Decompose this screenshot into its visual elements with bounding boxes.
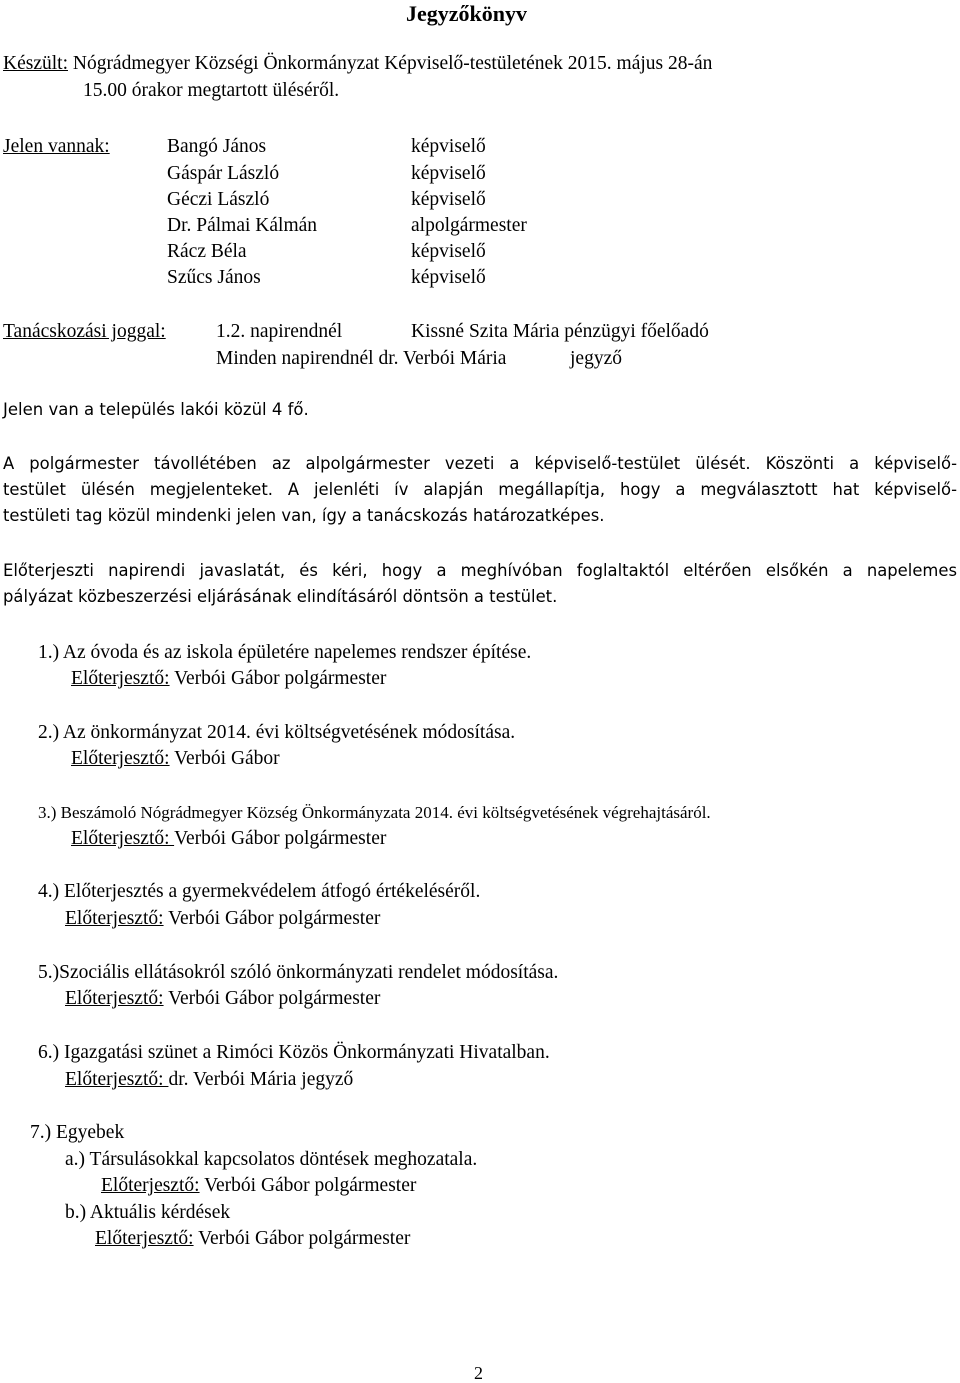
presenter-name: Verbói Gábor polgármester <box>163 908 381 929</box>
agenda-item-presenter <box>71 669 386 689</box>
agenda-item-presenter <box>65 1070 353 1090</box>
egyebek-sub-title: a.) Társulásokkal kapcsolatos döntések meghozatala. <box>65 1149 478 1170</box>
advisory-label: Tanácskozási joggal: <box>3 321 166 342</box>
egyebek-sub-presenter <box>101 1176 416 1196</box>
member-role: képviselő <box>411 189 486 210</box>
egyebek-title: 7.) Egyebek <box>30 1122 125 1143</box>
member-name: Rácz Béla <box>167 241 247 262</box>
member-name: Gáspár László <box>167 163 280 184</box>
residents-note: Jelen van a település lakói közül 4 fő. <box>3 400 309 419</box>
agenda-item-title: 4.) Előterjesztés a gyermekvédelem átfogó értékeléséről. <box>38 881 481 902</box>
keszult-line-1 <box>3 54 712 74</box>
page-number: 2 <box>474 1363 483 1383</box>
member-name: Dr. Pálmai Kálmán <box>167 215 318 236</box>
para1-line-3: testületi tag közül mindenki jelen van, így a tanácskozás határozatképes. <box>3 506 605 525</box>
keszult-label: Készült: <box>3 53 68 74</box>
keszult-text: Nógrádmegyer Községi Önkormányzat Képviselő-testületének 2015. május 28-án <box>67 53 713 74</box>
agenda-item-presenter <box>65 989 380 1009</box>
member-role: alpolgármester <box>411 215 527 236</box>
para2-line-2: pályázat közbeszerzési eljárásának elindításáról döntsön a testület. <box>3 587 558 606</box>
member-name: Szűcs János <box>167 267 261 288</box>
agenda-item-presenter <box>71 829 386 849</box>
presenter-label: Előterjesztő: <box>71 828 175 849</box>
keszult-line-2: 15.00 órakor megtartott üléséről. <box>83 80 340 101</box>
presenter-name: Verbói Gábor <box>169 748 280 769</box>
agenda-item-presenter <box>71 749 280 769</box>
attendance-label: Jelen vannak: <box>3 136 110 157</box>
egyebek-sub-presenter <box>95 1229 410 1249</box>
member-role: képviselő <box>411 163 486 184</box>
presenter-label: Előterjesztő: <box>65 1069 169 1090</box>
para1-line-2: testület ülésén megjelenteket. A jelenléti ív alapján megállapítja, hogy a megválasztott hat képviselő- <box>3 480 957 499</box>
member-name: Bangó János <box>167 136 267 157</box>
member-role: képviselő <box>411 267 486 288</box>
advisory-item-1: 1.2. napirendnél <box>216 321 343 342</box>
presenter-name: Verbói Gábor polgármester <box>199 1175 417 1196</box>
presenter-name: Verbói Gábor polgármester <box>163 988 381 1009</box>
egyebek-sub-title: b.) Aktuális kérdések <box>65 1202 231 1223</box>
agenda-item-title: 5.)Szociális ellátásokról szóló önkormányzati rendelet módosítása. <box>38 962 559 983</box>
para1-line-1: A polgármester távollétében az alpolgármester vezeti a képviselő-testület ülését. Köszönti a képviselő- <box>3 454 957 473</box>
presenter-label: Előterjesztő: <box>71 748 170 769</box>
document-title: Jegyzőkönyv <box>406 1 527 26</box>
presenter-label: Előterjesztő: <box>65 988 164 1009</box>
advisory-item-2: Minden napirendnél dr. Verbói Mária <box>216 348 507 369</box>
member-name: Géczi László <box>167 189 270 210</box>
presenter-name: dr. Verbói Mária jegyző <box>168 1069 354 1090</box>
agenda-item-title: 3.) Beszámoló Nógrádmegyer Község Önkormányzata 2014. évi költségvetésének végrehajtásáról. <box>38 803 711 822</box>
presenter-label: Előterjesztő: <box>95 1228 194 1249</box>
presenter-label: Előterjesztő: <box>71 668 170 689</box>
member-role: képviselő <box>411 136 486 157</box>
presenter-name: Verbói Gábor polgármester <box>193 1228 411 1249</box>
agenda-item-title: 1.) Az óvoda és az iskola épületére napelemes rendszer építése. <box>38 642 532 663</box>
presenter-name: Verbói Gábor polgármester <box>169 668 387 689</box>
presenter-label: Előterjesztő: <box>65 908 164 929</box>
presenter-name: Verbói Gábor polgármester <box>174 828 387 849</box>
agenda-item-title: 2.) Az önkormányzat 2014. évi költségvetésének módosítása. <box>38 722 516 743</box>
presenter-label: Előterjesztő: <box>101 1175 200 1196</box>
agenda-item-title: 6.) Igazgatási szünet a Rimóci Közös Önkormányzati Hivatalban. <box>38 1042 550 1063</box>
advisory-person-1: Kissné Szita Mária pénzügyi főelőadó <box>411 321 709 342</box>
member-role: képviselő <box>411 241 486 262</box>
para2-line-1: Előterjeszti napirendi javaslatát, és kéri, hogy a meghívóban foglaltaktól eltérően elsőkén a napelemes <box>3 561 957 580</box>
agenda-item-presenter <box>65 909 380 929</box>
advisory-role-2: jegyző <box>570 348 622 369</box>
